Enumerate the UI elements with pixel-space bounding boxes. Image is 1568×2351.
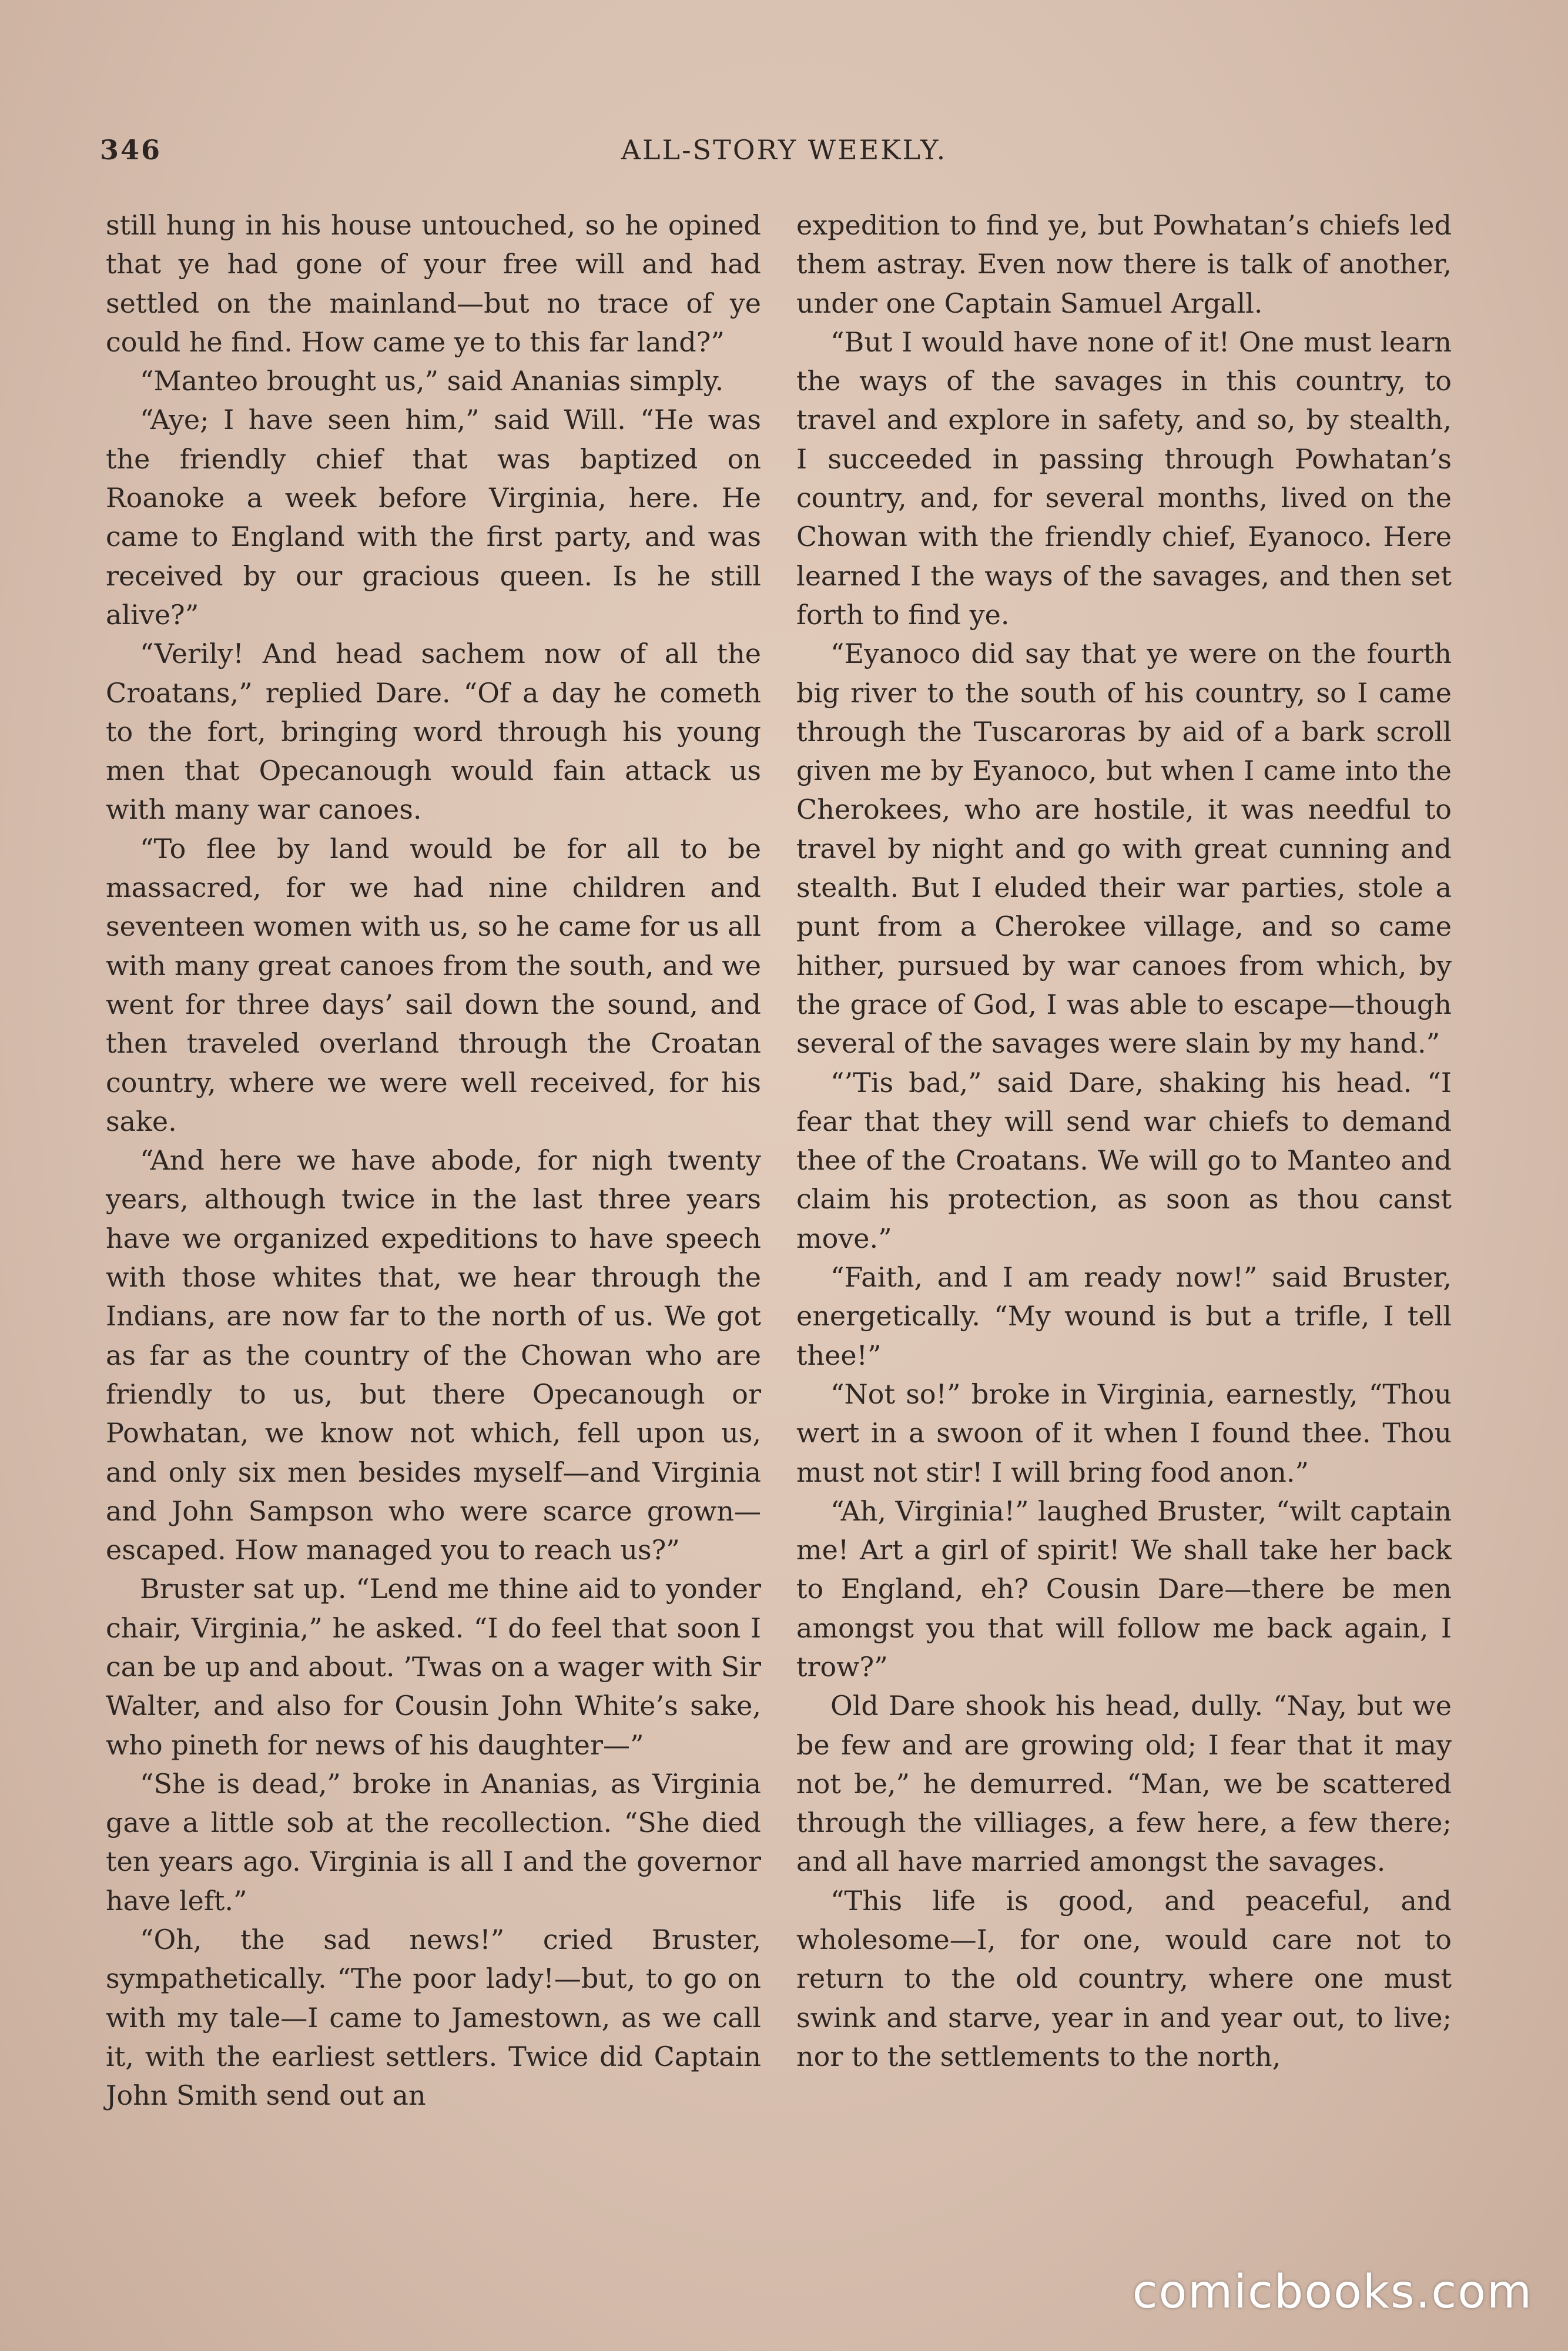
paragraph: “Ah, Virginia!” laughed Bruster, “wilt captain me! Art a girl of spirit! We shall take her back to England, eh? Cousin Dare—there be men amongst you that will follow me back again, I trow?” bbox=[796, 1495, 1452, 1683]
running-head: ALL-STORY WEEKLY. bbox=[621, 134, 947, 166]
paragraph: “Aye; I have seen him,” said Will. “He was the friendly chief that was baptized on Roanoke a week before Virginia, here. He came to England with the first party, and was received by our gracious queen. Is he still alive?” bbox=[106, 404, 761, 631]
paragraph: “This life is good, and peaceful, and wholesome—I, for one, would care not to return to the old country, where one must swink and starve, year in and year out, to live; nor to the settlements to the north, bbox=[796, 1884, 1452, 2072]
paragraph: “Manteo brought us,” said Ananias simply. bbox=[140, 365, 724, 397]
paragraph: “Oh, the sad news!” cried Bruster, sympathetically. “The poor lady!—but, to go on with my tale—I came to Jamestown, as we call it, with the earliest settlers. Twice did Captain John Smith send out an bbox=[106, 1924, 761, 2112]
left-column bbox=[106, 206, 761, 2115]
paragraph: “She is dead,” broke in Ananias, as Virginia gave a little sob at the recollection. “She died ten years ago. Virginia is all I and the governor have left.” bbox=[106, 1767, 761, 1917]
paragraph: still hung in his house untouched, so he opined that ye had gone of your free will and had settled on the mainland—but no trace of ye could he find. How came ye to this far land?” bbox=[106, 209, 761, 358]
paragraph: Bruster sat up. “Lend me thine aid to yonder chair, Virginia,” he asked. “I do feel that soon I can be up and about. ’Twas on a wager with Sir Walter, and also for Cousin John White’s sake, who pineth for news of his daughter—” bbox=[106, 1573, 761, 1761]
paragraph: “Verily! And head sachem now of all the Croatans,” replied Dare. “Of a day he cometh to the fort, bringing word through his young men that Opecanough would fain attack us with many war canoes. bbox=[106, 638, 761, 826]
right-column bbox=[796, 206, 1452, 2076]
page-number: 346 bbox=[100, 134, 162, 166]
page-header bbox=[100, 134, 1468, 169]
paragraph: “But I would have none of it! One must learn the ways of the savages in this country, to travel and explore in safety, and so, by stealth, I succeeded in passing through Powhatan’s country, and, for several months, lived on the Chowan with the friendly chief, Eyanoco. Here learned I the ways of the savages, and then set forth to find ye. bbox=[796, 326, 1452, 631]
paragraph: expedition to find ye, but Powhatan’s chiefs led them astray. Even now there is talk of another, under one Captain Samuel Argall. bbox=[796, 209, 1452, 319]
paragraph: “To flee by land would be for all to be massacred, for we had nine children and seventeen women with us, so he came for us all with many great canoes from the south, and we went for three days’ sail down the sound, and then traveled overland through the Croatan country, where we were well received, for his sake. bbox=[106, 832, 761, 1137]
paragraph: “And here we have abode, for nigh twenty years, although twice in the last three years have we organized expeditions to have speech with those whites that, we hear through the Indians, are now far to the north of us. We got as far as the country of the Chowan who are friendly to us, but there Opecanough or Powhatan, we know not which, fell upon us, and only six men besides myself—and Virginia and John Sampson who were scarce grown—escaped. How managed you to reach us?” bbox=[106, 1144, 761, 1566]
paragraph: Old Dare shook his head, dully. “Nay, but we be few and are growing old; I fear that it may not be,” he demurred. “Man, we be scattered through the villiages, a few here, a few there; and all have married amongst the savages. bbox=[796, 1690, 1452, 1878]
source-watermark: comicbooks.com bbox=[1132, 2266, 1533, 2319]
paragraph: “Eyanoco did say that ye were on the fourth big river to the south of his country, so I came through the Tuscaroras by aid of a bark scroll given me by Eyanoco, but when I came into the Cherokees, who are hostile, it was needful to travel by night and go with great cunning and stealth. But I eluded their war parties, stole a punt from a Cherokee village, and so came hither, pursued by war canoes from which, by the grace of God, I was able to escape—though several of the savages were slain by my hand.” bbox=[796, 638, 1452, 1060]
paragraph: “Faith, and I am ready now!” said Bruster, energetically. “My wound is but a trifle, I tell thee!” bbox=[796, 1261, 1452, 1371]
paragraph: “Not so!” broke in Virginia, earnestly, “Thou wert in a swoon of it when I found thee. Thou must not stir! I will bring food anon.” bbox=[796, 1378, 1452, 1488]
paragraph: “’Tis bad,” said Dare, shaking his head. “I fear that they will send war chiefs to demand thee of the Croatans. We will go to Manteo and claim his protection, as soon as thou canst move.” bbox=[796, 1066, 1452, 1254]
